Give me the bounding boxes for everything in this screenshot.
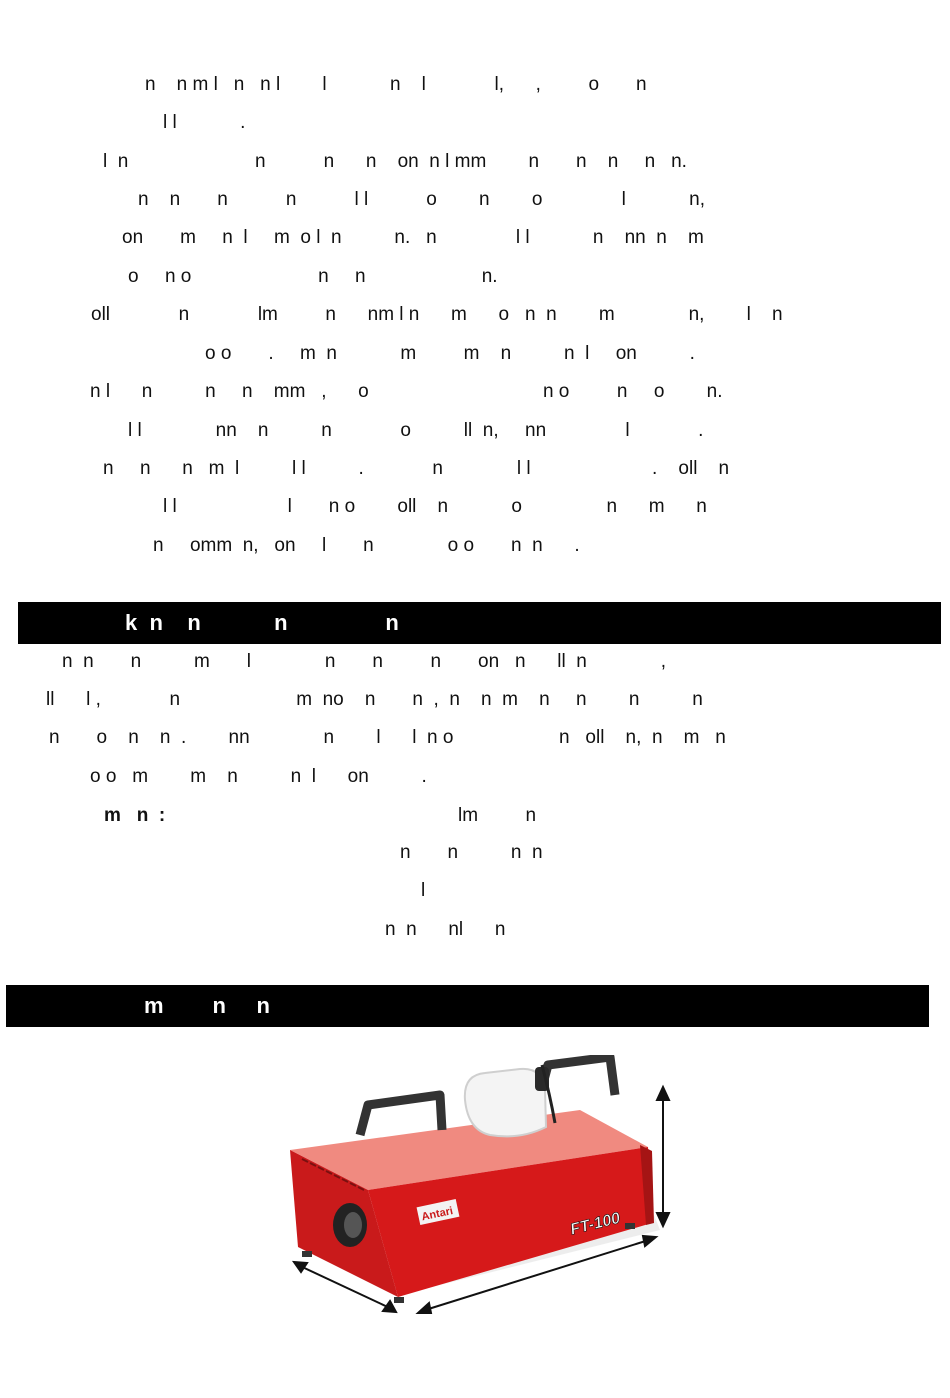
- model-badge-text: FT-100: [568, 1209, 622, 1239]
- section1-line-4: n n n n l l o n o l n,: [138, 189, 706, 210]
- section2-spec-3: l: [421, 880, 426, 901]
- section3-header-bar: [6, 985, 929, 1027]
- section2-spec-1: lm n: [458, 805, 537, 826]
- section1-line-3: l n n n n on n l mm n n n n n.: [103, 151, 687, 172]
- section2-line-2: ll l , n m no n n , n n m n n n n: [46, 689, 703, 710]
- section2-header-text: k n n n n: [125, 610, 399, 635]
- section1-line-8: o o . m n m m n n l on .: [205, 343, 695, 364]
- section1-line-11: n n n m l l l . n l l . oll n: [103, 458, 730, 479]
- section1-line-5: on m n l m o l n n. n l l n nn n m: [122, 227, 704, 248]
- section3-header-text: m n n: [144, 993, 270, 1018]
- section2-header-bar: [18, 602, 941, 644]
- fog-machine-image: [280, 1055, 680, 1320]
- section1-line-6: o n o n n n.: [128, 266, 498, 287]
- section1-line-9: n l n n n mm , o n o n o n.: [90, 381, 723, 402]
- section1-line-12: l l l n o oll n o n m n: [163, 496, 707, 517]
- section2-line-4: o o m m n n l on .: [90, 766, 427, 787]
- section2-line-1: n n n m l n n n on n ll n ,: [62, 651, 666, 672]
- section2-line-3: n o n n . nn n l l n o n oll n, n m n: [49, 727, 726, 748]
- section2-spec-label: m n :: [104, 805, 166, 826]
- section1-line-7: oll n lm n nm l n m o n n m n, l n: [91, 304, 783, 325]
- brand-logo-text: Antari: [420, 1205, 455, 1224]
- section1-line-1: n n m l n n l l n l l, , o n: [145, 74, 647, 95]
- section1-line-10: l l nn n n o ll n, nn l .: [128, 420, 704, 441]
- section2-spec-4: n n nl n: [385, 919, 506, 940]
- section2-spec-2: n n n n: [400, 842, 543, 863]
- section1-line-13: n omm n, on l n o o n n .: [153, 535, 580, 556]
- section1-line-2: l l .: [163, 112, 246, 133]
